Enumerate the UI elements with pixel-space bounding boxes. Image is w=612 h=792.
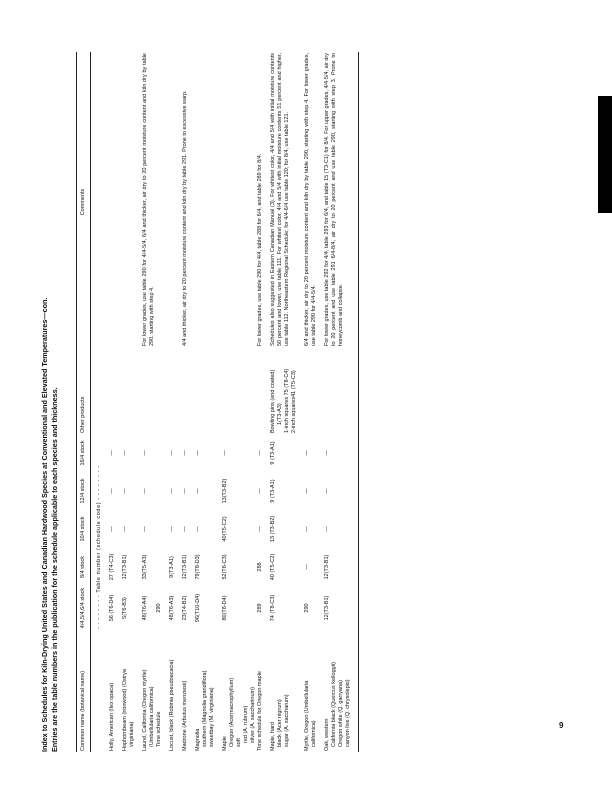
sub-entry: Time schedule [156,711,162,747]
table-row [163,52,176,752]
header-row [77,52,91,752]
species-name [116,630,136,752]
cell-124: — [182,488,188,494]
cell-104: — [182,526,188,532]
table-title: Index to Schedules for Kiln-Drying United States and Canadian Hardwood Species at Conventional and Elevated Temperatures—con. [40,297,49,752]
cell-44: 12(T3-B1) [318,586,359,630]
cell-44: 48(T6-A4) [142,595,148,621]
comment: For lower grades, use table 290 for 4/4-5/4, 6/4 and thicker, air dry to 20 percent moisture content and kiln dry by table 290, starting with step 4. [142,53,155,346]
rotated-page [40,52,572,752]
table-row [264,52,298,752]
species-name: Madrone (Arbutus menziesii) [182,680,188,751]
cell-104: — [195,526,201,532]
cell-124: — [257,488,263,494]
sub-entry: California black (Quercus kelloggii) [331,662,337,747]
header-common-name: Common name (botanical name) [77,630,91,752]
cell-104: — [142,526,148,532]
cell-84: 288 [257,562,263,572]
species-name-line: californica) [311,720,317,747]
other-product-line: 1-inch squares 75 (T8-C4) [284,368,290,433]
page-edge-tab [598,96,612,213]
cell-104: — [318,510,359,548]
sub-entry: red (A. rubrum) [243,705,249,743]
table-title-block [40,52,59,752]
cell-44: 290 [304,603,310,613]
sub-entry: canyon live (Q. chrysolepis) [345,679,351,747]
cell-84: 52(T6-C3) [222,554,228,580]
sub-entry: black (Acer nigrum) [277,699,283,747]
cell-164: — [257,450,263,456]
cell-44: 80(T8-D4) [222,595,228,621]
species-name: Holly, American (Ilex opaca) [109,682,115,751]
cell-124: — [142,488,148,494]
cell-164: — [318,434,359,472]
table-number-banner: - - - - - - - - Table number (schedule code) - - - - - - - - [96,465,102,629]
species-name-line: (Umbellularia californica) [149,686,155,747]
cell-84: 27 (T4-C3) [109,553,115,581]
table-row [103,52,116,752]
cell-44: 48(T6-A3) [169,595,175,621]
species-name [136,630,156,752]
table-row [176,52,189,752]
species-name: Time schedule for Oregon maple [257,671,263,751]
header-84-stock: 8/4 stock [77,548,91,586]
species-name-line: Maple, hard [270,721,276,751]
page-number: 9 [559,721,564,730]
table-row [189,52,216,752]
species-name-line: Laurel, California (Oregon myrtle) [142,669,148,751]
cell-124: — [318,472,359,510]
cell-84: 33(T5-A3) [142,554,148,580]
table-row [136,52,156,752]
table-row [318,52,359,752]
cell-164: — [182,450,188,456]
species-name: Locust, black (Robinia pseudoacacia) [169,659,175,751]
species-name [216,630,257,752]
cell-164: — [122,450,128,456]
cell-124: — [122,488,128,494]
header-other-products: Other products [77,352,91,434]
cell-104: — [169,526,175,532]
cell-124: 13(T3-B2) [222,478,228,504]
sub-entry: southern (Magnolia grandiflora) [202,670,208,747]
comment: For lower grades, use table 292 for 4/4, table 293 for 6/4, and table 15 (T3-C1) for 8/4. For upper grades, 4/4-5/4, air dry to 20 percent and use table 291 6/4-8/4, air dry to 20 percent and use table 290, starting with step 3. Prone to honeycomb and collapse. [318,52,359,352]
cell-164: — [222,450,228,456]
comment: For lower grades, use table 290 for 4/4, table 288 for 6/4, and table 289 for 8/4. [257,153,263,346]
species-name-line: Hophornbeam (ironwood) (Ostrya [122,669,128,751]
table-row [216,52,257,752]
cell-104: — [257,526,263,532]
other-products [264,352,298,434]
banner-row [91,52,104,752]
cell-164: — [142,450,148,456]
cell-164: — [195,450,201,456]
cell-104: 13 (T3-B2) [270,515,276,543]
cell-124: 9 (T3-A1) [270,479,276,503]
cell-104: — [109,526,115,532]
comment: 6/4 and thicker, air dry to 20 percent moisture content and kiln dry by table 290, starting with step 4. For lower grades, use table 290 for 4/4-5/4. [304,53,317,346]
header-104-stock: 10/4 stock [77,510,91,548]
species-name-line: Oak, western [324,718,330,751]
header-164-stock: 16/4 stock [77,434,91,472]
species-name-line: virginiana) [129,721,135,747]
comment: Schedules also suggested in Eastern Canadian Manual (3). For whitest color, 4/4 and 5/4 with initial moisture contents 50 percent and lower, use table 111. For whitest color, 4/4 and 5/4 with initial moisture contents 51 percent and higher, use table 112. Northeastern Regional Schedule; for 4/4-6/4 use table 120; for 8/4, use table 121. [270,53,290,346]
header-comments: Comments [77,52,91,352]
cell-44: 290 [156,603,162,613]
cell-104: — [304,526,310,532]
cell-44: 56 (T6-D4) [109,594,115,622]
species-name-line: Magnolia [195,728,201,751]
cell-44: 5(T6-B3) [122,597,128,619]
sub-entry: soft [236,738,242,747]
cell-44: 74 (T8-C3) [270,594,276,622]
cell-104: — [122,526,128,532]
cell-44: 289 [257,603,263,613]
table-row [298,52,318,752]
cell-124: — [304,488,310,494]
other-product-line: Bowling pins (end coated) [270,369,276,433]
cell-84: — [304,564,310,570]
species-name-line: Maple [222,736,228,751]
species-name-line: Myrtle, Oregon (Umbellularia [304,680,310,751]
sub-entry: sugar (A. saccharum) [284,694,290,747]
cell-84: 9(T3-A1) [169,556,175,578]
cell-84: 79(T8-D3) [195,554,201,580]
cell-84: 12(T3-B1) [182,554,188,580]
header-124-stock: 12/4 stock [77,472,91,510]
cell-44: 23(T4-B2) [182,595,188,621]
species-name [318,630,359,752]
schedule-table [76,52,359,752]
cell-164: 9 (T3-A1) [270,441,276,465]
cell-104: 40(T5-C2) [222,516,228,542]
cell-84: 12(T3-B1) [318,548,359,586]
other-product-line: 2-inch squares41 (T5-C3) [291,370,297,433]
other-product-line: 1(T3-A3) [277,403,283,425]
header-44-stock: 4/4,5/4,6/4 stock [77,586,91,630]
species-name [189,630,216,752]
cell-84: 12(T3-B1) [122,554,128,580]
table-row [257,52,264,752]
species-name [298,630,318,752]
species-name [264,630,298,752]
table-row [116,52,136,752]
cell-44: 96(T10-D4) [195,593,201,623]
cell-124: — [109,488,115,494]
cell-124: — [169,488,175,494]
comment: 4/4 and thicker, air dry to 20 percent moisture content and kiln dry by table 291. Prone to excessive warp. [182,90,188,346]
sub-entry: Oregon (Acermacrophyllum) [229,677,235,747]
sub-entry: Oregon white (Q. garryana) [338,680,344,747]
cell-124: — [195,488,201,494]
sub-entry: sweetbay (M. virginiana) [209,687,215,747]
species-name [156,630,163,752]
table-subtitle: Entries are the table numbers in the publication for the schedule applicable to each species and thickness. [49,387,59,752]
cell-84: 40 (T5-C2) [270,553,276,581]
sub-entry: silver (A. saccharinum) [250,687,256,743]
cell-164: — [304,450,310,456]
cell-164: — [109,450,115,456]
cell-164: — [169,450,175,456]
